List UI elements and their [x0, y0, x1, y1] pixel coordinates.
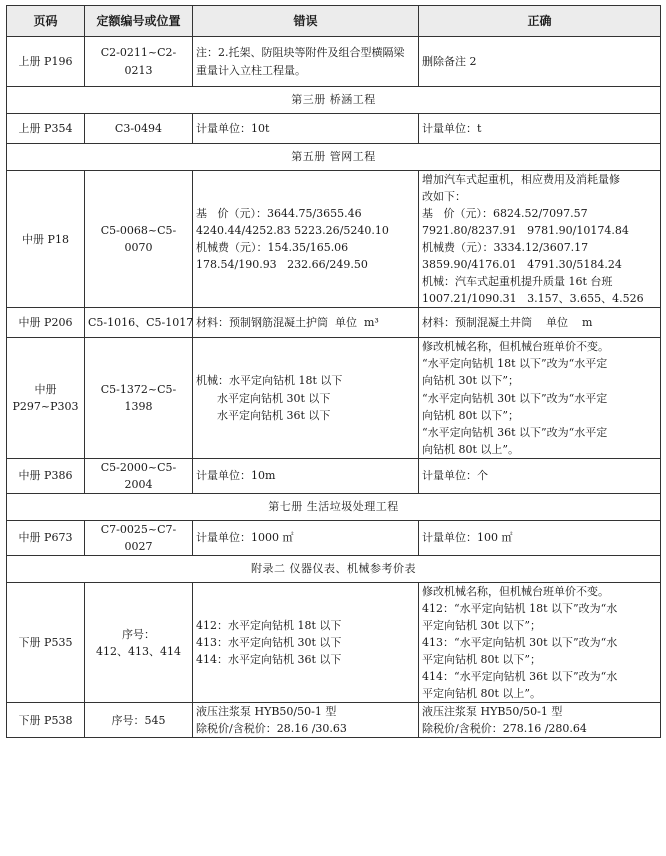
correct-line: 413：“水平定向钻机 30t 以下”改为“水 [422, 636, 618, 650]
section-row [7, 555, 661, 582]
correct-line: 修改机械名称，但机械台班单价不变。 [422, 584, 609, 598]
section-row [7, 87, 661, 114]
correct-line: 7921.80/8237.91 9781.90/10174.84 [422, 224, 629, 238]
errata-table [6, 5, 661, 738]
section-title: 第五册 管网工程 [7, 144, 661, 171]
correct-line: 液压注浆泵 HYB50/50-1 型 [422, 705, 563, 719]
page-cell: 中册 P206 [7, 308, 85, 338]
page-line: 中册 [34, 382, 57, 396]
correct-line: “水平定向钻机 18t 以下”改为“水平定 [422, 357, 608, 371]
error-line: 水平定向钻机 30t 以下 [196, 391, 331, 405]
code-cell [85, 582, 193, 702]
correct-line: 机械费（元）：3334.12/3607.17 [422, 241, 589, 255]
error-line: 机械：水平定向钻机 18t 以下 [196, 374, 343, 388]
correct-line: 机械：汽车式起重机提升质量 16t 台班 [422, 275, 613, 289]
header-error: 错误 [193, 6, 419, 37]
code-line: 412、413、414 [96, 644, 181, 658]
error-line: 除税价/含税价：28.16 /30.63 [196, 722, 347, 736]
correct-cell [419, 338, 661, 458]
correct-line: 414：“水平定向钻机 36t 以下”改为“水 [422, 670, 618, 684]
section-title: 第三册 桥涵工程 [7, 87, 661, 114]
section-title: 附录二 仪器仪表、机械参考价表 [7, 555, 661, 582]
correct-cell [419, 582, 661, 702]
correct-line: 改如下： [422, 190, 466, 204]
code-cell: C3-0494 [85, 114, 193, 144]
correct-line: 向钻机 80t 以下”； [422, 408, 520, 422]
page-cell: 中册 P18 [7, 171, 85, 308]
error-line: 机械费（元）：154.35/165.06 [196, 241, 349, 255]
correct-cell: 计量单位：个 [419, 458, 661, 493]
error-cell: 计量单位：10t [193, 114, 419, 144]
correct-line: 1007.21/1090.31 3.157、3.655、4.526 [422, 292, 644, 306]
code-cell: C7-0025~C7-0027 [85, 520, 193, 555]
correct-cell: 删除备注 2 [419, 37, 661, 87]
table-row [7, 37, 661, 87]
header-correct: 正确 [419, 6, 661, 37]
correct-line: 平定向钻机 80t 以上”。 [422, 687, 542, 701]
correct-line: 平定向钻机 80t 以下”； [422, 653, 542, 667]
error-line: 178.54/190.93 232.66/249.50 [196, 258, 368, 272]
error-line: 4240.44/4252.83 5223.26/5240.10 [196, 224, 389, 238]
page-cell: 中册 P386 [7, 458, 85, 493]
error-line: 液压注浆泵 HYB50/50-1 型 [196, 705, 337, 719]
error-cell: 注：2.托架、防阻块等附件及组合型横隔梁重量计入立柱工程量。 [193, 37, 419, 87]
error-line: 水平定向钻机 36t 以下 [196, 408, 331, 422]
error-cell [193, 171, 419, 308]
correct-cell: 材料：预制混凝土井筒 单位 m [419, 308, 661, 338]
error-cell: 计量单位：1000 ㎡ [193, 520, 419, 555]
correct-line: 平定向钻机 30t 以下”； [422, 618, 542, 632]
table-row [7, 338, 661, 458]
correct-line: 3859.90/4176.01 4791.30/5184.24 [422, 258, 622, 272]
page-cell: 上册 P354 [7, 114, 85, 144]
error-cell [193, 703, 419, 738]
code-cell: C5-0068~C5-0070 [85, 171, 193, 308]
error-line: 基 价（元）：3644.75/3655.46 [196, 207, 362, 221]
correct-cell: 计量单位：t [419, 114, 661, 144]
code-line: 序号： [122, 627, 155, 641]
code-cell: C5-1372~C5-1398 [85, 338, 193, 458]
error-cell [193, 338, 419, 458]
section-row [7, 144, 661, 171]
table-row [7, 520, 661, 555]
correct-line: 412：“水平定向钻机 18t 以下”改为“水 [422, 601, 618, 615]
header-page: 页码 [7, 6, 85, 37]
header-row [7, 6, 661, 37]
errata-document [6, 5, 660, 738]
table-row [7, 171, 661, 308]
section-title: 第七册 生活垃圾处理工程 [7, 493, 661, 520]
header-code: 定额编号或位置 [85, 6, 193, 37]
page-cell: 上册 P196 [7, 37, 85, 87]
error-cell: 材料：预制钢筋混凝土护筒 单位 m³ [193, 308, 419, 338]
correct-line: 向钻机 30t 以下”； [422, 374, 520, 388]
page-cell: 下册 P538 [7, 703, 85, 738]
code-cell: C5-1016、C5-1017 [85, 308, 193, 338]
table-row [7, 458, 661, 493]
page-line: P297~P303 [12, 400, 79, 414]
table-row [7, 582, 661, 702]
table-row [7, 308, 661, 338]
code-cell: C5-2000~C5-2004 [85, 458, 193, 493]
error-cell: 计量单位：10m [193, 458, 419, 493]
correct-cell: 计量单位：100 ㎡ [419, 520, 661, 555]
correct-line: 修改机械名称，但机械台班单价不变。 [422, 340, 609, 354]
code-cell: C2-0211~C2-0213 [85, 37, 193, 87]
correct-line: 向钻机 80t 以上”。 [422, 442, 520, 456]
section-row [7, 493, 661, 520]
correct-cell [419, 171, 661, 308]
correct-line: “水平定向钻机 30t 以下”改为“水平定 [422, 391, 608, 405]
page-cell: 中册 P673 [7, 520, 85, 555]
page-cell [7, 338, 85, 458]
page-cell: 下册 P535 [7, 582, 85, 702]
correct-line: 除税价/含税价：278.16 /280.64 [422, 722, 587, 736]
table-row [7, 114, 661, 144]
error-cell [193, 582, 419, 702]
correct-line: 增加汽车式起重机，相应费用及消耗量修 [422, 173, 620, 186]
error-line: 412：水平定向钻机 18t 以下 [196, 618, 342, 632]
correct-cell [419, 703, 661, 738]
table-row [7, 703, 661, 738]
code-cell: 序号：545 [85, 703, 193, 738]
correct-line: “水平定向钻机 36t 以下”改为“水平定 [422, 425, 608, 439]
correct-line: 基 价（元）：6824.52/7097.57 [422, 207, 588, 221]
error-line: 413：水平定向钻机 30t 以下 [196, 636, 342, 650]
error-line: 414：水平定向钻机 36t 以下 [196, 653, 342, 667]
